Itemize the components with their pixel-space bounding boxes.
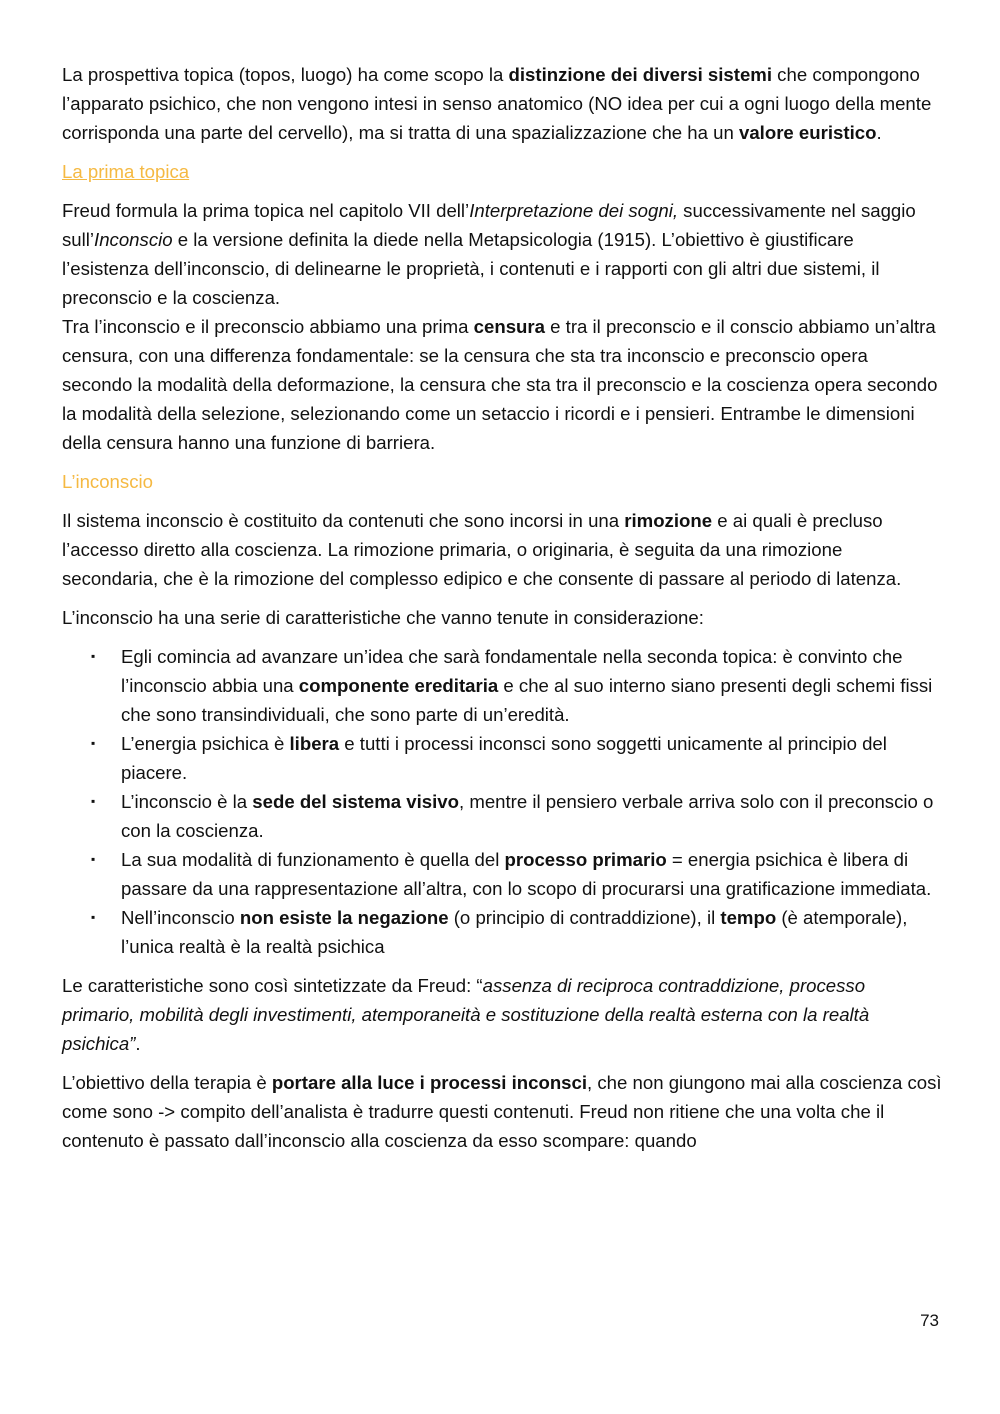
text-span: La prospettiva topica (topos, luogo) ha come scopo la: [62, 64, 509, 85]
text-span: e la versione definita la diede nella Metapsicologia (1915). L’obiettivo è giustificare l’esistenza dell’inconscio, di delinearne le proprietà, i contenuti e i rapporti con gli altri due sistemi, il preconscio e la coscienza.: [62, 229, 880, 308]
list-item: [62, 903, 942, 961]
text-span: L’inconscio è la: [121, 791, 253, 812]
text-span: (è atemporale), l’unica realtà è la realtà psichica: [121, 907, 908, 957]
paragraph-topica-intro: [62, 60, 942, 147]
text-span: e tra il preconscio e il conscio abbiamo un’altra censura, con una differenza fondamentale: se la censura che sta tra inconscio e preconscio opera secondo la modalità della deformazione, la censura che sta tra il preconscio e la coscienza opera secondo la modalità della selezione, selezionando come un setaccio i ricordi e i pensieri. Entrambe le dimensioni della censura hanno una funzione di barriera.: [62, 316, 938, 453]
bold-text: sede del sistema visivo: [252, 791, 459, 812]
bullet-square-icon: ▪: [91, 649, 96, 663]
text-span: e tutti i processi inconsci sono soggetti unicamente al principio del piacere.: [121, 733, 887, 783]
section-heading-prima-topica: La prima topica: [62, 161, 190, 182]
text-span: successivamente nel saggio sull’: [62, 200, 916, 250]
paragraph-sistema-inconscio: [62, 506, 942, 593]
bold-text: libera: [289, 733, 340, 754]
text-span: e che al suo interno siano presenti degli schemi fissi che sono transindividuali, che sono parte di un’eredità.: [121, 675, 933, 725]
paragraph-obiettivo-terapia: [62, 1068, 942, 1155]
italic-text: Inconscio: [94, 229, 173, 250]
text-span: .: [135, 1033, 141, 1054]
text-span: , mentre il pensiero verbale arriva solo con il preconscio o con la coscienza.: [121, 791, 934, 841]
paragraph-caratteristiche-intro: L’inconscio ha una serie di caratteristiche che vanno tenute in considerazione:: [62, 607, 704, 628]
bold-text: censura: [473, 316, 545, 337]
text-span: La sua modalità di funzionamento è quella del: [121, 849, 505, 870]
list-item: [62, 642, 942, 729]
bold-text: non esiste la negazione: [239, 907, 449, 928]
bold-text: valore euristico: [738, 122, 877, 143]
characteristics-list: [62, 642, 942, 961]
text-span: L’obiettivo della terapia è: [62, 1072, 272, 1093]
paragraph-freud-prima-topica: [62, 196, 942, 312]
text-span: Il sistema inconscio è costituito da contenuti che sono incorsi in una: [62, 510, 625, 531]
italic-text: Interpretazione dei sogni,: [469, 200, 679, 221]
text-span: Tra l’inconscio e il preconscio abbiamo una prima: [62, 316, 474, 337]
bold-text: distinzione dei diversi sistemi: [508, 64, 773, 85]
paragraph-censura: [62, 312, 942, 457]
list-item: [62, 845, 942, 903]
italic-quote: assenza di reciproca contraddizione, processo primario, mobilità degli investimenti, atemporaneità e sostituzione della realtà esterna con la realtà psichica”: [62, 975, 870, 1054]
section-heading-inconscio: L’inconscio: [62, 471, 153, 492]
bold-text: rimozione: [624, 510, 713, 531]
bullet-square-icon: ▪: [91, 794, 96, 808]
text-span: Freud formula la prima topica nel capitolo VII dell’: [62, 200, 470, 221]
text-span: = energia psichica è libera di passare da una rappresentazione all’altra, con lo scopo di procurarsi una gratificazione immediata.: [121, 849, 932, 899]
text-span: e ai quali è precluso l’accesso diretto alla coscienza. La rimozione primaria, o originaria, è seguita da una rimozione secondaria, che è la rimozione del complesso edipico e che consente di passare al periodo di latenza.: [62, 510, 902, 589]
list-item: [62, 729, 942, 787]
bold-text: tempo: [720, 907, 777, 928]
paragraph-freud-quote: [62, 971, 942, 1058]
page-number: 73: [920, 1311, 939, 1330]
list-item: [62, 787, 942, 845]
bullet-square-icon: ▪: [91, 852, 96, 866]
text-span: , che non giungono mai alla coscienza così come sono -> compito dell’analista è tradurre questi contenuti. Freud non ritiene che una volta che il contenuto è passato dall’inconscio alla coscienza da esso scompare: quando: [62, 1072, 942, 1151]
text-span: che compongono l’apparato psichico, che non vengono intesi in senso anatomico (NO idea per cui a ogni luogo della mente corrisponda una parte del cervello), ma si tratta di una spazializzazione che ha un: [62, 64, 932, 143]
text-span: (o principio di contraddizione), il: [448, 907, 721, 928]
page-content: [62, 60, 942, 1165]
bullet-square-icon: ▪: [91, 910, 96, 924]
text-span: L’energia psichica è: [121, 733, 290, 754]
text-span: Le caratteristiche sono così sintetizzate da Freud: “: [62, 975, 483, 996]
bold-text: componente ereditaria: [298, 675, 499, 696]
text-span: Nell’inconscio: [121, 907, 240, 928]
text-span: .: [876, 122, 882, 143]
bullet-square-icon: ▪: [91, 736, 96, 750]
bold-text: processo primario: [504, 849, 667, 870]
text-span: Egli comincia ad avanzare un’idea che sarà fondamentale nella seconda topica: è convinto che l’inconscio abbia una: [121, 646, 903, 696]
bold-text: portare alla luce i processi inconsci: [271, 1072, 588, 1093]
